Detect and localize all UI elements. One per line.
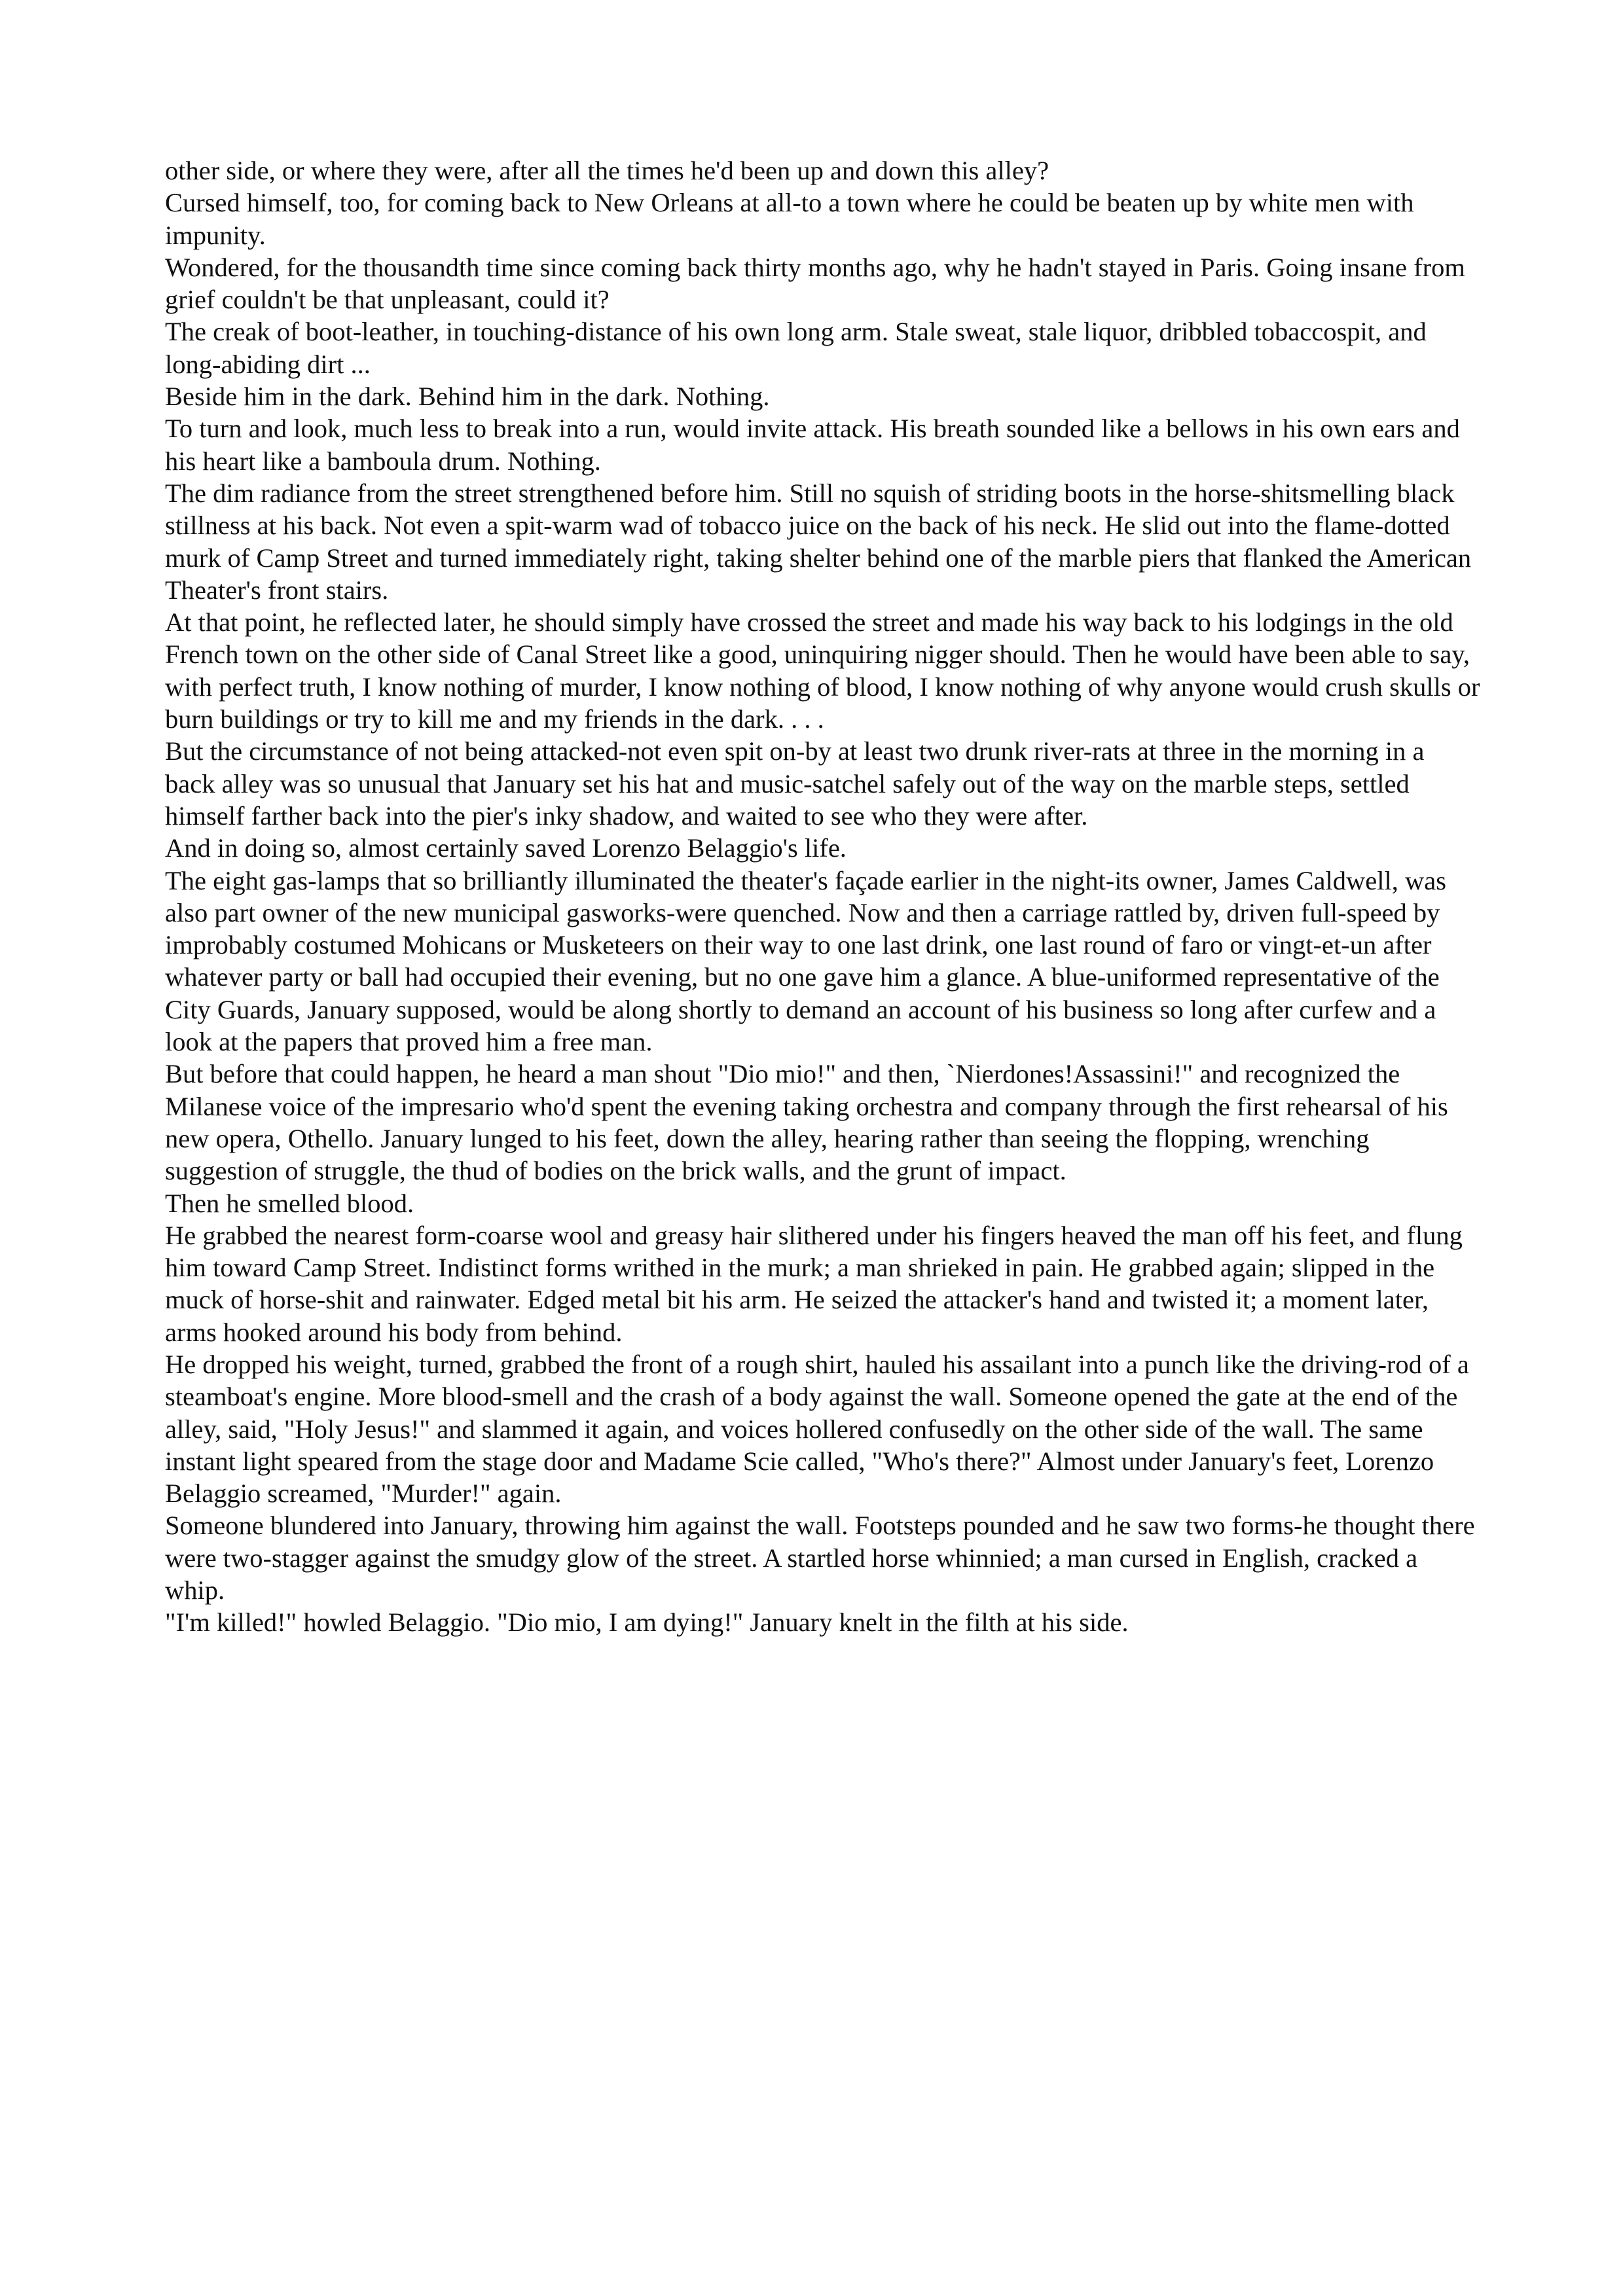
paragraph: He grabbed the nearest form-coarse wool and greasy hair slithered under his fingers heaved the man off his feet, and flung him toward Camp Street. Indistinct forms writhed in the murk; a man shrieked in pain. He grabbed again; slipped in the muck of horse-shit and rainwater. Edged metal bit his arm. He seized the attacker's hand and twisted it; a moment later, arms hooked around his body from behind. (165, 1220, 1463, 1347)
paragraph: other side, or where they were, after all the times he'd been up and down this alley? (165, 156, 1049, 185)
paragraph: "I'm killed!" howled Belaggio. "Dio mio, I am dying!" January knelt in the filth at his side. (165, 1607, 1129, 1638)
paragraph: Cursed himself, too, for coming back to New Orleans at all-to a town where he could be beaten up by white men with impunity. (165, 188, 1414, 250)
paragraph: Someone blundered into January, throwing him against the wall. Footsteps pounded and he saw two forms-he thought there were two-stagger against the smudgy glow of the street. A startled horse whinnied; a man cursed in English, cracked a whip. (165, 1511, 1475, 1605)
paragraph: At that point, he reflected later, he should simply have crossed the street and made his way back to his lodgings in the old French town on the other side of Canal Street like a good, uninquiring nigger should. Then he would have been able to say, with perfect truth, I know nothing of murder, I know nothing of blood, I know nothing of why anyone would crush skulls or burn buildings or try to kill me and my friends in the dark. . . . (165, 607, 1480, 734)
paragraph: And in doing so, almost certainly saved Lorenzo Belaggio's life. (165, 833, 847, 863)
paragraph: He dropped his weight, turned, grabbed the front of a rough shirt, hauled his assailant into a punch like the driving-rod of a steamboat's engine. More blood-smell and the crash of a body against the wall. Someone opened the gate at the end of the alley, said, "Holy Jesus!" and slammed it again, and voices hollered confusedly on the other side of the wall. The same instant light speared from the stage door and Madame Scie called, "Who's there?" Almost under January's feet, Lorenzo Belaggio screamed, "Murder!" again. (165, 1349, 1469, 1509)
paragraph: Wondered, for the thousandth time since coming back thirty months ago, why he hadn't stayed in Paris. Going insane from grief couldn't be that unpleasant, could it? (165, 252, 1465, 315)
paragraph: The dim radiance from the street strengthened before him. Still no squish of striding boots in the horse-shitsmelling black stillness at his back. Not even a spit-warm wad of tobacco juice on the back of his neck. He slid out into the flame-dotted murk of Camp Street and turned immediately right, taking shelter behind one of the marble piers that flanked the American Theater's front stairs. (165, 478, 1472, 605)
paragraph: But before that could happen, he heard a man shout "Dio mio!" and then, `Nierdones!Assassini!" and recognized the Milanese voice of the impresario who'd spent the evening taking orchestra and company through the first rehearsal of his new opera, Othello. January lunged to his feet, down the alley, hearing rather than seeing the flopping, wrenching suggestion of struggle, the thud of bodies on the brick walls, and the grunt of impact. (165, 1059, 1448, 1186)
document-page (165, 154, 1481, 1639)
paragraph: Then he smelled blood. (165, 1188, 414, 1218)
paragraph: The creak of boot-leather, in touching-distance of his own long arm. Stale sweat, stale liquor, dribbled tobaccospit, and long-abiding dirt ... (165, 317, 1427, 379)
paragraph: Beside him in the dark. Behind him in the dark. Nothing. (165, 382, 770, 412)
paragraph: The eight gas-lamps that so brilliantly illuminated the theater's façade earlier in the night-its owner, James Caldwell, was also part owner of the new municipal gasworks-were quenched. Now and then a carriage rattled by, driven full-speed by improbably costumed Mohicans or Musketeers on their way to one last drink, one last round of faro or vingt-et-un after whatever party or ball had occupied their evening, but no one gave him a glance. A blue-uniformed representative of the City Guards, January supposed, would be along shortly to demand an account of his business so long after curfew and a look at the papers that proved him a free man. (165, 865, 1446, 1057)
paragraph: To turn and look, much less to break into a run, would invite attack. His breath sounded like a bellows in his own ears and his heart like a bamboula drum. Nothing. (165, 414, 1460, 476)
paragraph: But the circumstance of not being attacked-not even spit on-by at least two drunk river-rats at three in the morning in a back alley was so unusual that January set his hat and music-satchel safely out of the way on the marble steps, settled himself farther back into the pier's inky shadow, and waited to see who they were after. (165, 736, 1425, 831)
